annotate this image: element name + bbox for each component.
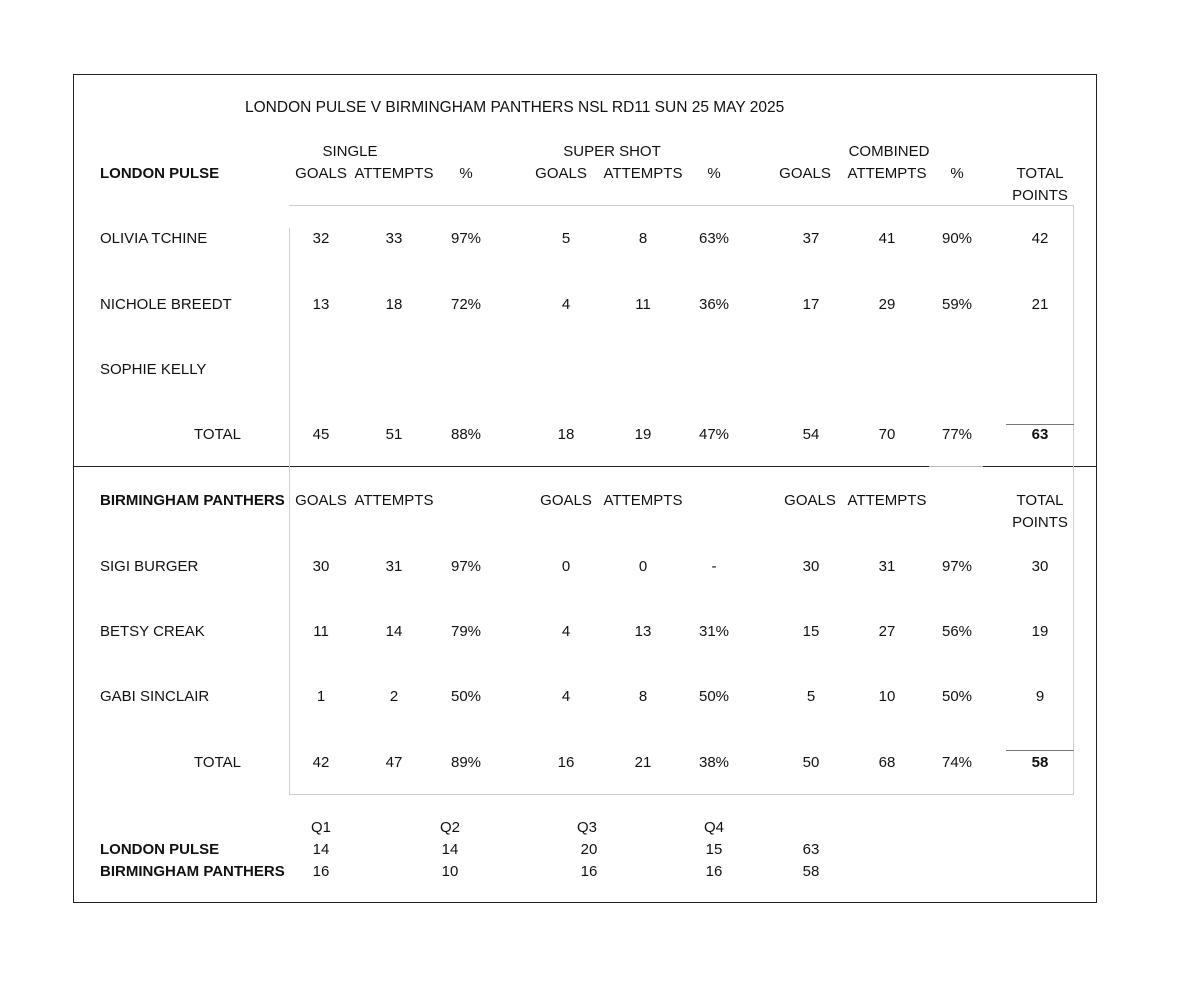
col-total-points-2-line2: POINTS — [1012, 514, 1068, 531]
stat-cell: 30 — [802, 558, 820, 575]
stat-cell: 4 — [561, 296, 571, 313]
stat-cell: 31% — [698, 623, 730, 640]
stat-cell: 30 — [1031, 558, 1049, 575]
total-cell: 50 — [802, 754, 820, 771]
stat-cell: 33 — [385, 230, 403, 247]
total-points-cell: 63 — [1031, 426, 1049, 443]
total-cell: 21 — [634, 754, 652, 771]
stat-cell: 63% — [698, 230, 730, 247]
total-cell: 88% — [450, 426, 482, 443]
col-combined-goals: GOALS — [779, 165, 831, 182]
quarter-score: 15 — [705, 841, 723, 858]
player-name: NICHOLE BREEDT — [100, 296, 232, 313]
stat-cell: 5 — [806, 688, 816, 705]
stat-cell: 15 — [802, 623, 820, 640]
stat-cell: 17 — [802, 296, 820, 313]
stat-cell: 56% — [941, 623, 973, 640]
quarter-score: 20 — [580, 841, 598, 858]
stat-cell: 5 — [561, 230, 571, 247]
col-super-goals: GOALS — [535, 165, 587, 182]
stat-cell: 31 — [878, 558, 896, 575]
player-name: SIGI BURGER — [100, 558, 199, 575]
player-name: BETSY CREAK — [100, 623, 205, 640]
stat-cell: 36% — [698, 296, 730, 313]
stat-cell: 0 — [561, 558, 571, 575]
header-super-shot: SUPER SHOT — [563, 143, 661, 160]
stat-cell: 42 — [1031, 230, 1049, 247]
stat-cell: 13 — [634, 623, 652, 640]
stat-cell: 97% — [450, 230, 482, 247]
col-super-pct: % — [707, 165, 721, 182]
stat-cell: 13 — [312, 296, 330, 313]
stat-cell: 50% — [941, 688, 973, 705]
stat-cell: 0 — [638, 558, 648, 575]
col-super-goals-2: GOALS — [540, 492, 592, 509]
total-points-cell: 58 — [1031, 754, 1049, 771]
total-cell: 42 — [312, 754, 330, 771]
quarter-score: 14 — [312, 841, 330, 858]
quarter-score: 16 — [580, 863, 598, 880]
quarter-score: 16 — [705, 863, 723, 880]
quarter-label-q3: Q3 — [576, 819, 598, 836]
quarter-team-london-pulse: LONDON PULSE — [100, 841, 220, 858]
stat-cell: 14 — [385, 623, 403, 640]
stat-cell: 4 — [561, 688, 571, 705]
col-combined-attempts: ATTEMPTS — [847, 165, 927, 182]
stat-cell: 4 — [561, 623, 571, 640]
stat-cell: 50% — [450, 688, 482, 705]
total-cell: 70 — [878, 426, 896, 443]
stat-cell: 31 — [385, 558, 403, 575]
stat-cell: 2 — [389, 688, 399, 705]
col-single-pct: % — [459, 165, 473, 182]
stat-cell: 27 — [878, 623, 896, 640]
stat-cell: 8 — [638, 230, 648, 247]
quarter-score: 10 — [441, 863, 459, 880]
player-name: SOPHIE KELLY — [100, 361, 207, 378]
col-single-attempts-2: ATTEMPTS — [354, 492, 434, 509]
stat-cell: 72% — [450, 296, 482, 313]
total-cell: 89% — [450, 754, 482, 771]
header-combined: COMBINED — [848, 143, 930, 160]
stat-cell: 18 — [385, 296, 403, 313]
stat-cell: 32 — [312, 230, 330, 247]
total-points-underline-1 — [1006, 424, 1074, 425]
total-label: TOTAL — [194, 754, 241, 771]
total-cell: 47 — [385, 754, 403, 771]
player-name: OLIVIA TCHINE — [100, 230, 208, 247]
col-combined-goals-2: GOALS — [784, 492, 836, 509]
total-cell: 45 — [312, 426, 330, 443]
stat-cell: 79% — [450, 623, 482, 640]
quarter-label-q2: Q2 — [439, 819, 461, 836]
quarter-final-score: 58 — [802, 863, 820, 880]
stat-cell: 8 — [638, 688, 648, 705]
total-label: TOTAL — [194, 426, 241, 443]
col-combined-attempts-2: ATTEMPTS — [847, 492, 927, 509]
total-points-underline-2 — [1006, 750, 1074, 751]
col-total-points-line1: TOTAL — [1016, 165, 1064, 182]
total-cell: 47% — [698, 426, 730, 443]
stat-cell: 90% — [941, 230, 973, 247]
total-cell: 74% — [941, 754, 973, 771]
total-cell: 77% — [941, 426, 973, 443]
stat-cell: 30 — [312, 558, 330, 575]
quarter-final-score: 63 — [802, 841, 820, 858]
quarter-team-birmingham-panthers: BIRMINGHAM PANTHERS — [100, 863, 285, 880]
stat-cell: 21 — [1031, 296, 1049, 313]
total-cell: 19 — [634, 426, 652, 443]
stat-cell: 10 — [878, 688, 896, 705]
stat-cell: 29 — [878, 296, 896, 313]
col-single-goals: GOALS — [295, 165, 347, 182]
combined-pct-underline — [929, 466, 983, 467]
total-cell: 16 — [557, 754, 575, 771]
quarter-label-q1: Q1 — [310, 819, 332, 836]
col-super-attempts: ATTEMPTS — [603, 165, 683, 182]
stats-grid-left-edge — [289, 228, 290, 795]
player-name: GABI SINCLAIR — [100, 688, 210, 705]
page-title: LONDON PULSE V BIRMINGHAM PANTHERS NSL RD11 SUN 25 MAY 2025 — [245, 99, 785, 116]
col-total-points-2-line1: TOTAL — [1016, 492, 1064, 509]
col-single-goals-2: GOALS — [295, 492, 347, 509]
total-cell: 38% — [698, 754, 730, 771]
col-combined-pct: % — [950, 165, 964, 182]
total-cell: 54 — [802, 426, 820, 443]
team-name-london-pulse: LONDON PULSE — [100, 165, 220, 182]
quarter-score: 16 — [312, 863, 330, 880]
total-cell: 68 — [878, 754, 896, 771]
header-single: SINGLE — [322, 143, 378, 160]
stat-cell: 50% — [698, 688, 730, 705]
stat-cell: 11 — [635, 296, 651, 313]
team-name-birmingham-panthers: BIRMINGHAM PANTHERS — [100, 492, 285, 509]
stat-cell: 1 — [316, 688, 326, 705]
stat-cell: 97% — [450, 558, 482, 575]
stat-cell: 37 — [802, 230, 820, 247]
total-cell: 18 — [557, 426, 575, 443]
stat-cell: 59% — [941, 296, 973, 313]
stat-cell: 97% — [941, 558, 973, 575]
col-super-attempts-2: ATTEMPTS — [603, 492, 683, 509]
col-total-points-line2: POINTS — [1012, 187, 1068, 204]
quarter-label-q4: Q4 — [703, 819, 725, 836]
stat-cell: - — [711, 558, 717, 575]
stat-cell: 19 — [1031, 623, 1049, 640]
stat-cell: 11 — [313, 623, 329, 640]
stat-cell: 9 — [1035, 688, 1045, 705]
stat-cell: 41 — [878, 230, 896, 247]
col-single-attempts: ATTEMPTS — [354, 165, 434, 182]
total-cell: 51 — [385, 426, 403, 443]
quarter-score: 14 — [441, 841, 459, 858]
